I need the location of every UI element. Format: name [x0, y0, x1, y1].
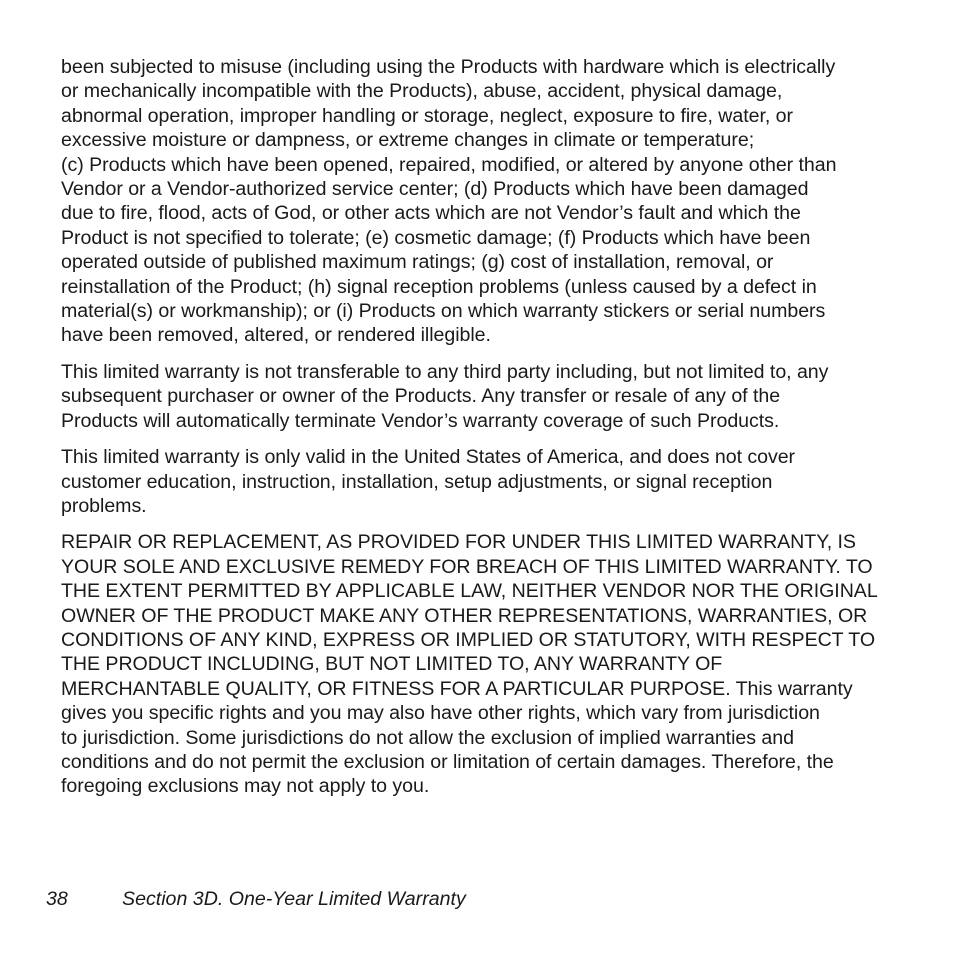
text-line: THE EXTENT PERMITTED BY APPLICABLE LAW, NEITHER VENDOR NOR THE ORIGINAL [61, 580, 878, 603]
text-line: due to fire, flood, acts of God, or other acts which are not Vendor’s fault and which the [61, 202, 801, 225]
text-line: abnormal operation, improper handling or storage, neglect, exposure to fire, water, or [61, 104, 793, 127]
paragraph-exclusions [61, 55, 886, 348]
text-line: This limited warranty is only valid in the United States of America, and does not cover [61, 446, 796, 469]
text-line: or mechanically incompatible with the Products), abuse, accident, physical damage, [61, 80, 783, 103]
text-line: problems. [61, 494, 147, 517]
text-line: customer education, instruction, installation, setup adjustments, or signal reception [61, 470, 773, 493]
text-line: gives you specific rights and you may also have other rights, which vary from jurisdiction [61, 702, 820, 725]
text-line: excessive moisture or dampness, or extreme changes in climate or temperature; [61, 129, 755, 152]
text-line: This limited warranty is not transferable to any third party including, but not limited to, any [61, 360, 829, 383]
text-line: to jurisdiction. Some jurisdictions do not allow the exclusion of implied warranties and [61, 726, 794, 749]
text-line: MERCHANTABLE QUALITY, OR FITNESS FOR A PARTICULAR PURPOSE. This warranty [61, 677, 853, 700]
text-line: Products will automatically terminate Vendor’s warranty coverage of such Products. [61, 409, 780, 432]
paragraph-transferability [61, 360, 886, 433]
text-line: been subjected to misuse (including using the Products with hardware which is electrically [61, 56, 836, 78]
text-line: THE PRODUCT INCLUDING, BUT NOT LIMITED TO, ANY WARRANTY OF [61, 653, 723, 676]
text-line: REPAIR OR REPLACEMENT, AS PROVIDED FOR UNDER THIS LIMITED WARRANTY, IS [61, 531, 856, 554]
text-line: material(s) or workmanship); or (i) Products on which warranty stickers or serial numbers [61, 300, 826, 323]
page-number: 38 [46, 888, 68, 910]
paragraph-validity [61, 445, 886, 518]
section-title: Section 3D. One-Year Limited Warranty [122, 888, 466, 910]
text-line: have been removed, altered, or rendered illegible. [61, 324, 491, 347]
text-line: OWNER OF THE PRODUCT MAKE ANY OTHER REPRESENTATIONS, WARRANTIES, OR [61, 604, 868, 627]
text-line: CONDITIONS OF ANY KIND, EXPRESS OR IMPLIED OR STATUTORY, WITH RESPECT TO [61, 628, 876, 651]
text-line: conditions and do not permit the exclusion or limitation of certain damages. Therefore, the [61, 750, 834, 773]
text-line: YOUR SOLE AND EXCLUSIVE REMEDY FOR BREACH OF THIS LIMITED WARRANTY. TO [61, 555, 873, 578]
text-line: (c) Products which have been opened, repaired, modified, or altered by anyone other than [61, 153, 837, 176]
text-line: reinstallation of the Product; (h) signal reception problems (unless caused by a defect in [61, 275, 817, 298]
document-body [61, 55, 886, 811]
page-footer [46, 886, 466, 912]
text-line: foregoing exclusions may not apply to you. [61, 775, 430, 798]
paragraph-remedy [61, 530, 886, 798]
text-line: Product is not specified to tolerate; (e) cosmetic damage; (f) Products which have been [61, 226, 811, 249]
text-line: subsequent purchaser or owner of the Products. Any transfer or resale of any of the [61, 385, 781, 408]
text-line: operated outside of published maximum ratings; (g) cost of installation, removal, or [61, 251, 774, 274]
text-line: Vendor or a Vendor-authorized service center; (d) Products which have been damaged [61, 178, 809, 201]
